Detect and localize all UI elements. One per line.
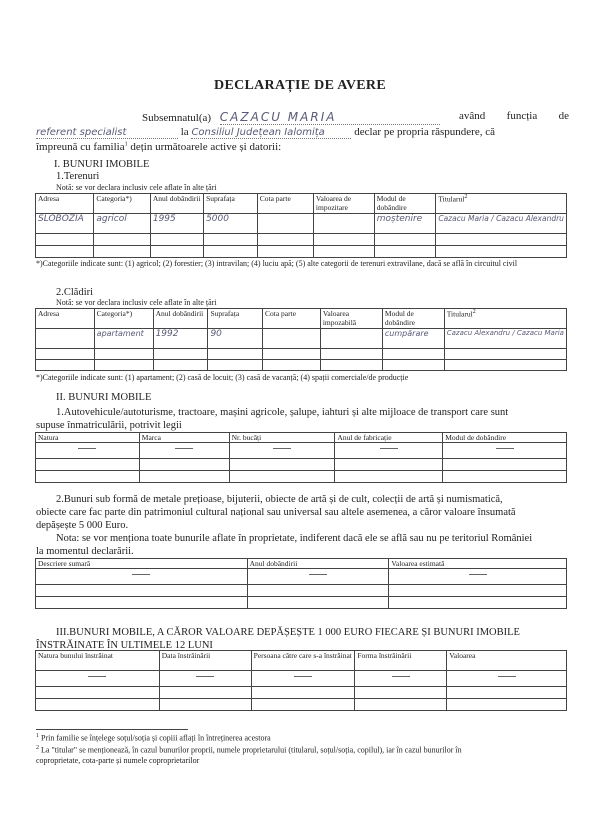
table-cell	[313, 214, 374, 234]
subsemnatul-label: Subsemnatul(a)	[142, 112, 212, 124]
col-header: Anul dobândirii	[150, 194, 203, 214]
table-cell: SLOBOZIA	[36, 214, 94, 234]
vehicles-header-row	[36, 433, 567, 443]
valuables-paragraph-b: obiecte care fac parte din patrimoniul cultural național sau universal sau altele asemenea, a căror valoare însumată	[36, 507, 516, 518]
section-iii-heading-a: III.BUNURI MOBILE, A CĂROR VALOARE DEPĂȘEȘTE 1 000 EURO FIECARE ȘI BUNURI IMOBILE	[56, 627, 520, 638]
terenuri-footnote: *)Categoriile indicate sunt: (1) agricol; (2) forestier; (3) intravilan; (4) luciu apă; (5) alte categorii de terenuri extravilane, dacă se află în circuitul civil	[36, 259, 518, 268]
table-row	[36, 671, 567, 687]
col-header: Adresa	[36, 309, 95, 329]
intro-line-2	[36, 126, 495, 139]
table-row	[36, 569, 567, 585]
table-cell	[36, 329, 95, 349]
table-cell: 5000	[204, 214, 258, 234]
footnote-divider	[36, 729, 188, 730]
col-header: Cota parte	[263, 309, 321, 329]
valuables-paragraph-c: depășește 5 000 Euro.	[36, 520, 129, 531]
alienated-header-row	[36, 651, 567, 671]
col-header: Natura bunului înstrăinat	[36, 651, 160, 671]
section-ii-heading: II. BUNURI MOBILE	[56, 392, 152, 403]
footnote-1: $^1$ Prin familie se înțelege soțul/soția și copiii aflați în întreținerea acestora	[36, 733, 271, 743]
col-header: Nr. bucăți	[229, 433, 335, 443]
table-row	[36, 699, 567, 711]
col-header: Natura	[36, 433, 140, 443]
footnote-2-cont: coproprietate, cota-parte și numele coproprietarilor	[36, 756, 200, 765]
col-header-titular: Titularul$^2$	[436, 194, 567, 214]
terenuri-note: Notă: se vor declara inclusiv cele aflate în alte țări	[56, 183, 217, 192]
col-header: Persoana către care s-a înstrăinat	[251, 651, 355, 671]
col-header: Anul dobândirii	[153, 309, 208, 329]
valuables-header-row	[36, 559, 567, 569]
table-cell: Cazacu Alexandru / Cazacu Maria	[444, 329, 566, 349]
table-row	[36, 329, 567, 349]
col-header: Modul de dobândire	[382, 309, 444, 329]
vehicles-table	[35, 432, 567, 483]
col-header: Marca	[139, 433, 229, 443]
table-row	[36, 234, 567, 246]
section-i-heading: I. BUNURI IMOBILE	[54, 159, 150, 170]
col-header: Modul de dobândire	[374, 194, 436, 214]
col-header: Categoria*)	[94, 194, 151, 214]
col-header: Modul de dobândire	[443, 433, 567, 443]
table-cell: 1995	[150, 214, 203, 234]
table-row	[36, 459, 567, 471]
vehicles-paragraph-b: supuse înmatriculării, potrivit legii	[36, 420, 182, 431]
table-cell: 90	[208, 329, 263, 349]
col-header: Descriere sumară	[36, 559, 248, 569]
col-header: Suprafața	[204, 194, 258, 214]
table-row	[36, 687, 567, 699]
col-header: Valoarea	[447, 651, 567, 671]
table-cell: Cazacu Maria / Cazacu Alexandru	[436, 214, 567, 234]
cladiri-footnote: *)Categoriile indicate sunt: (1) apartament; (2) casă de locuit; (3) casă de vacanță; (4) spații comerciale/de producție	[36, 373, 409, 382]
table-cell: 1992	[153, 329, 208, 349]
col-header: Anul dobândirii	[247, 559, 389, 569]
document-title: DECLARAȚIE DE AVERE	[214, 78, 386, 93]
function-value: referent specialist	[36, 127, 178, 139]
alienated-assets-table	[35, 650, 567, 711]
table-cell: moștenire	[374, 214, 436, 234]
valuables-paragraph-a: 2.Bunuri sub formă de metale prețioase, bijuterii, obiecte de artă și de cult, colecții de artă și numismatică,	[56, 494, 503, 505]
col-header: Adresa	[36, 194, 94, 214]
cladiri-header-row	[36, 309, 567, 329]
table-row	[36, 471, 567, 483]
col-header: Forma înstrăinării	[355, 651, 447, 671]
col-header: Suprafața	[208, 309, 263, 329]
table-row	[36, 585, 567, 597]
col-header: Data înstrăinării	[159, 651, 251, 671]
footnote-ref-1: 1	[124, 141, 128, 148]
cladiri-note: Notă: se vor declara inclusiv cele aflate în alte țări	[56, 298, 217, 307]
col-header: Valoarea estimată	[389, 559, 567, 569]
table-row	[36, 214, 567, 234]
cladiri-table	[35, 308, 567, 371]
institution-value: Consiliul Județean Ialomița	[191, 127, 351, 139]
table-cell: cumpărare	[382, 329, 444, 349]
intro-line-1	[142, 110, 440, 125]
valuables-note-b: la momentul declarării.	[36, 546, 134, 557]
valuables-note-a: Nota: se vor menționa toate bunurile aflate în proprietate, indiferent dacă ele se află sau nu pe teritoriul României	[56, 533, 533, 544]
declarant-name: CAZACU MARIA	[220, 110, 440, 125]
valuables-table	[35, 558, 567, 609]
declar-text: declar pe propria răspundere, că	[354, 126, 495, 138]
vehicles-paragraph: 1.Autovehicule/autoturisme, tractoare, mașini agricole, șalupe, iahturi și alte mijloace de transport care sunt	[56, 407, 509, 418]
table-cell: agricol	[94, 214, 151, 234]
terenuri-table	[35, 193, 567, 258]
intro-line-3	[36, 141, 281, 153]
table-cell	[263, 329, 321, 349]
footnote-2: $^2$ La "titular" se menționează, în cazul bunurilor proprii, numele proprietarului (titularul, soțul/soția, copilul), iar în cazul bunurilor în	[36, 745, 462, 755]
table-row	[36, 597, 567, 609]
section-iii-heading-b: ÎNSTRĂINATE ÎN ULTIMELE 12 LUNI	[36, 640, 213, 651]
table-cell	[257, 214, 313, 234]
col-header: Categoria*)	[94, 309, 153, 329]
impreuna-text: împreună cu familia	[36, 141, 125, 153]
col-header: Valoarea de impozitare	[313, 194, 374, 214]
col-header: Valoarea impozabilă	[320, 309, 382, 329]
cladiri-heading: 2.Clădiri	[56, 287, 94, 298]
avand-label: având funcția de	[459, 110, 569, 122]
table-row	[36, 349, 567, 360]
table-cell: apartament	[94, 329, 153, 349]
col-header: Cota parte	[257, 194, 313, 214]
col-header: Anul de fabricație	[335, 433, 443, 443]
la-label: la	[180, 126, 189, 138]
col-header-titular: Titularul$^2$	[444, 309, 566, 329]
table-row	[36, 443, 567, 459]
detin-text: dețin următoarele active și datorii:	[130, 141, 282, 153]
terenuri-header-row	[36, 194, 567, 214]
table-row	[36, 246, 567, 258]
terenuri-heading: 1.Terenuri	[56, 171, 100, 182]
table-cell	[320, 329, 382, 349]
table-row	[36, 360, 567, 371]
